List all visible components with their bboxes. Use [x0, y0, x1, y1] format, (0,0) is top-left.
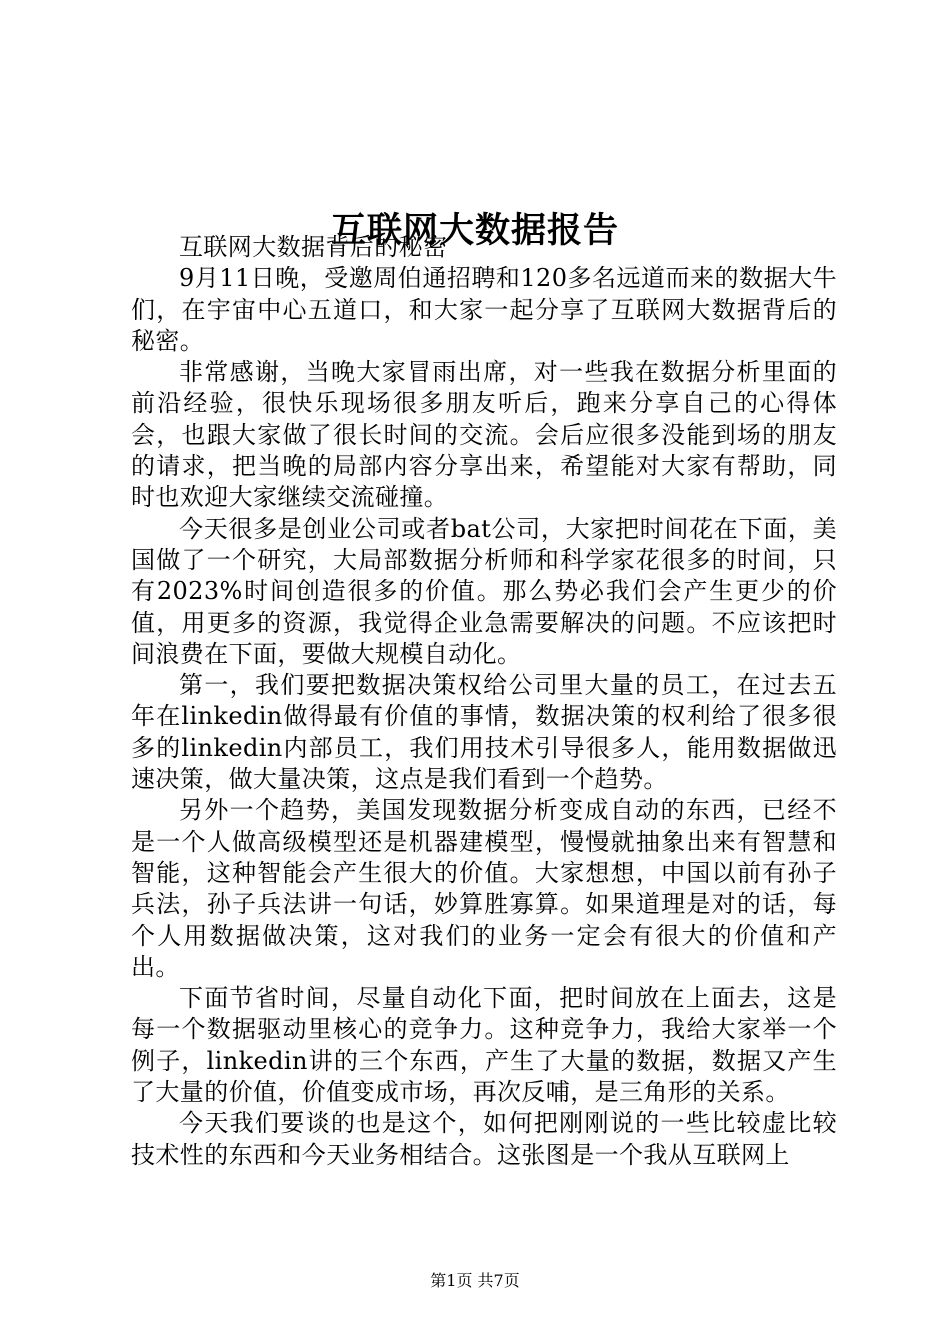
paragraph: 非常感谢，当晚大家冒雨出席，对一些我在数据分析里面的前沿经验，很快乐现场很多朋友听后，跑来分享自己的心得体会，也跟大家做了很长时间的交流。会后应很多没能到场的朋友的请求，把当晚的局部内容分享出来，希望能对大家有帮助，同时也欢迎大家继续交流碰撞。 — [131, 358, 837, 512]
paragraph: 今天很多是创业公司或者bat公司，大家把时间花在下面，美国做了一个研究，大局部数据分析师和科学家花很多的时间，只有2023%时间创造很多的价值。那么势必我们会产生更少的价值，用更多的资源，我觉得企业急需要解决的问题。不应该把时间浪费在下面，要做大规模自动化。 — [131, 514, 837, 668]
paragraph: 下面节省时间，尽量自动化下面，把时间放在上面去，这是每一个数据驱动里核心的竞争力。这种竞争力，我给大家举一个例子，linkedin讲的三个东西，产生了大量的数据，数据又产生了大量的价值，价值变成市场，再次反哺，是三角形的关系。 — [131, 984, 837, 1107]
paragraph: 今天我们要谈的也是这个，如何把刚刚说的一些比较虚比较技术性的东西和今天业务相结合。这张图是一个我从互联网上 — [131, 1109, 837, 1169]
paragraph: 9月11日晚，受邀周伯通招聘和120多名远道而来的数据大牛们，在宇宙中心五道口，和大家一起分享了互联网大数据背后的秘密。 — [131, 264, 837, 355]
document-title: 互联网大数据报告 — [330, 210, 619, 252]
paragraph-subtitle: 互联网大数据背后的秘密 — [179, 233, 448, 261]
paragraph: 第一，我们要把数据决策权给公司里大量的员工，在过去五年在linkedin做得最有价值的事情，数据决策的权利给了很多很多的linkedin内部员工，我们用技术引导很多人，能用数据做迅速决策，做大量决策，这点是我们看到一个趋势。 — [131, 671, 837, 794]
document-body — [131, 232, 837, 1171]
page-number-footer: 第1页 共7页 — [430, 1271, 520, 1290]
paragraph: 另外一个趋势，美国发现数据分析变成自动的东西，已经不是一个人做高级模型还是机器建模型，慢慢就抽象出来有智慧和智能，这种智能会产生很大的价值。大家想想，中国以前有孙子兵法，孙子兵法讲一句话，妙算胜寡算。如果道理是对的话，每个人用数据做决策，这对我们的业务一定会有很大的价值和产出。 — [131, 796, 837, 981]
